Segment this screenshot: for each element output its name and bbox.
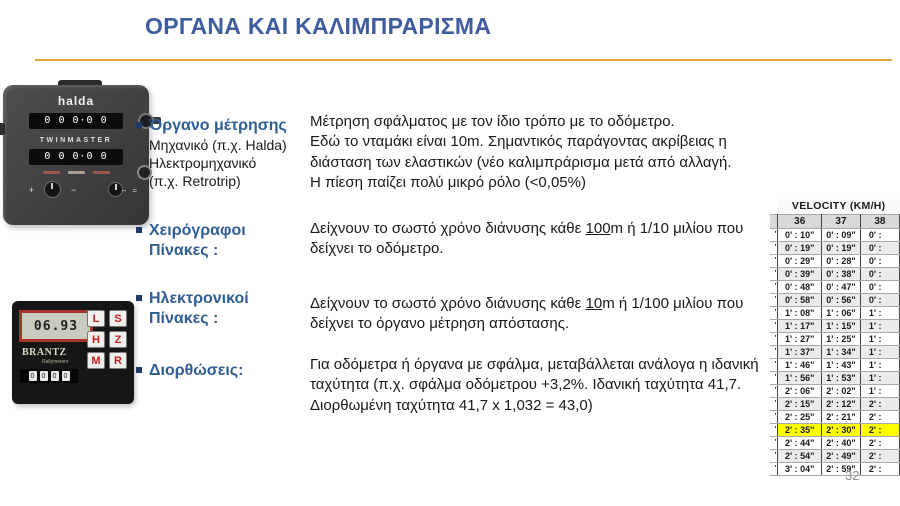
halda-micro-labels xyxy=(3,171,149,174)
velocity-time-cell: 1' : 53" xyxy=(822,372,861,385)
velocity-table-row xyxy=(770,450,900,463)
velocity-tick-cell: ' xyxy=(770,450,778,463)
velocity-tick-cell: ' xyxy=(770,398,778,411)
velocity-table-title: VELOCITY (KM/H) xyxy=(778,199,900,215)
brantz-key-z: Z xyxy=(109,331,127,348)
velocity-time-cell: 1' : xyxy=(860,320,899,333)
velocity-time-cell: 2' : xyxy=(860,437,899,450)
velocity-time-cell: 1' : 25" xyxy=(822,333,861,346)
velocity-time-cell: 1' : xyxy=(860,385,899,398)
bullet-label: Πίνακες : xyxy=(149,310,219,327)
page-number: 32 xyxy=(845,468,860,483)
bullet-label: Όργανο μέτρησης xyxy=(149,117,287,134)
bullet-diorthoseis xyxy=(136,361,243,381)
brantz-key-m: M xyxy=(87,352,105,369)
velocity-time-cell: 1' : xyxy=(860,333,899,346)
halda-device-image xyxy=(3,85,149,225)
velocity-time-cell: 1' : xyxy=(860,346,899,359)
paragraph-measurement-error xyxy=(310,112,732,194)
velocity-time-cell: 2' : xyxy=(860,398,899,411)
velocity-time-cell: 1' : 27" xyxy=(778,333,822,346)
velocity-time-cell: 0' : 58" xyxy=(778,294,822,307)
velocity-time-cell: 2' : 40" xyxy=(822,437,861,450)
bullet-subline: (π.χ. Retrotrip) xyxy=(149,173,241,190)
velocity-time-cell: 1' : xyxy=(860,359,899,372)
velocity-time-cell: 2' : 49" xyxy=(822,450,861,463)
velocity-table-row xyxy=(770,411,900,424)
velocity-time-cell: 2' : 54" xyxy=(778,450,822,463)
bullet-label: Διορθώσεις: xyxy=(149,362,244,379)
velocity-table-row xyxy=(770,437,900,450)
velocity-tick-cell: ' xyxy=(770,437,778,450)
halda-adjust-knob-icon xyxy=(44,181,61,198)
velocity-tick-cell: ' xyxy=(770,307,778,320)
paragraph-line: Διορθωμένη ταχύτητα 41,7 x 1,032 = 43,0) xyxy=(310,396,593,414)
velocity-table-row xyxy=(770,268,900,281)
velocity-table-row xyxy=(770,294,900,307)
velocity-tick-cell: ' xyxy=(770,242,778,255)
bullet-square-icon xyxy=(136,367,142,373)
velocity-time-cell: 2' : 02" xyxy=(822,385,861,398)
velocity-table-row xyxy=(770,307,900,320)
velocity-tick-cell: ' xyxy=(770,294,778,307)
paragraph-line: Εδώ το νταμάκι είναι 10m. Σημαντικός παράγοντας ακρίβειας η xyxy=(310,133,727,151)
velocity-time-cell: 1' : 37" xyxy=(778,346,822,359)
velocity-time-cell: 2' : 35'' xyxy=(778,424,822,437)
velocity-time-cell: 2' : 06" xyxy=(778,385,822,398)
velocity-time-cell: 0' : 19" xyxy=(778,242,822,255)
bullet-label: Ηλεκτρονικοί xyxy=(149,290,249,307)
velocity-tick-cell: ' xyxy=(770,229,778,242)
velocity-tick-cell: ' xyxy=(770,268,778,281)
halda-model-label: TWINMASTER xyxy=(39,137,113,144)
velocity-tick-cell: ' xyxy=(770,281,778,294)
paragraph-line: Μέτρηση σφάλματος με τον ίδιο τρόπο με το οδόμετρο. xyxy=(310,113,675,130)
brantz-device-image xyxy=(12,301,134,404)
brantz-key-r: R xyxy=(109,352,127,369)
velocity-tick-cell: ' xyxy=(770,424,778,437)
velocity-time-cell: 2' : 25" xyxy=(778,411,822,424)
velocity-table-row xyxy=(770,385,900,398)
velocity-time-cell: 1' : 06" xyxy=(822,307,861,320)
velocity-table-header-row xyxy=(770,215,900,229)
page-title: ΟΡΓΑΝΑ ΚΑΙ ΚΑΛΙΜΠΡΑΡΙΣΜΑ xyxy=(145,13,492,39)
bullet-xeirografoi-pinakes xyxy=(136,221,246,261)
velocity-time-cell: 1' : 43" xyxy=(822,359,861,372)
velocity-table-row xyxy=(770,255,900,268)
velocity-time-cell: 0' : xyxy=(860,268,899,281)
velocity-time-cell: 0' : 09" xyxy=(822,229,861,242)
paragraph-line: Δείχνουν το σωστό χρόνο διάνυσης κάθε 100m ή 1/10 μιλίου που xyxy=(310,220,744,237)
brantz-odometer-wheels: 0 0 0 0 xyxy=(20,369,78,383)
halda-counter-bottom: 0 0 0·0 0 xyxy=(29,149,123,165)
velocity-time-cell: 0' : 47" xyxy=(822,281,861,294)
velocity-time-cell: 3' : 04" xyxy=(778,463,822,476)
velocity-time-cell: 0' : 19" xyxy=(822,242,861,255)
velocity-table-row xyxy=(770,359,900,372)
velocity-time-cell: 1' : 08" xyxy=(778,307,822,320)
velocity-time-cell: 0' : 10" xyxy=(778,229,822,242)
bullet-square-icon xyxy=(136,227,142,233)
velocity-time-cell: 0' : 48" xyxy=(778,281,822,294)
velocity-tick-cell: ' xyxy=(770,463,778,476)
velocity-table-rows xyxy=(770,229,900,476)
velocity-table xyxy=(770,199,900,476)
velocity-time-cell: 0' : xyxy=(860,242,899,255)
brantz-key-h: H xyxy=(87,331,105,348)
velocity-table-title-row xyxy=(770,199,900,215)
halda-left-stub-icon xyxy=(0,123,5,135)
velocity-table-row xyxy=(770,281,900,294)
brantz-keypad xyxy=(87,310,127,369)
velocity-time-cell: 1' : 34" xyxy=(822,346,861,359)
brantz-key-l: L xyxy=(87,310,105,327)
bullet-square-icon xyxy=(136,122,142,128)
velocity-time-cell: 0' : 56" xyxy=(822,294,861,307)
paragraph-line: Δείχνουν το σωστό χρόνο διάνυσης κάθε 10m ή 1/100 μιλίου που xyxy=(310,295,744,312)
bullet-subline: Ηλεκτρομηχανικό xyxy=(149,155,257,172)
paragraph-line: δείχνει το όργανο μέτρηση απόστασης. xyxy=(310,315,570,333)
velocity-table-row xyxy=(770,333,900,346)
velocity-time-cell: 0' : 38" xyxy=(822,268,861,281)
velocity-table-row xyxy=(770,424,900,437)
halda-dash-marks: – = xyxy=(121,186,139,195)
velocity-time-cell: 0' : 39" xyxy=(778,268,822,281)
velocity-time-cell: 1' : 46" xyxy=(778,359,822,372)
velocity-time-cell: 1' : 15" xyxy=(822,320,861,333)
paragraph-line: Η πίεση παίζει πολύ μικρό ρόλο (<0,05%) xyxy=(310,174,586,192)
velocity-tick-cell: ' xyxy=(770,333,778,346)
velocity-tick-cell: ' xyxy=(770,359,778,372)
brantz-key-s: S xyxy=(109,310,127,327)
velocity-table-row xyxy=(770,398,900,411)
velocity-col-header: 36 xyxy=(778,215,822,229)
velocity-time-cell: 2' : 44" xyxy=(778,437,822,450)
paragraph-corrections xyxy=(310,355,759,416)
velocity-tick-cell: ' xyxy=(770,255,778,268)
velocity-time-cell: 0' : xyxy=(860,281,899,294)
bullet-subline: Μηχανικό (π.χ. Halda) xyxy=(149,137,287,153)
paragraph-handwritten-tables xyxy=(310,219,743,260)
paragraph-electronic-tables xyxy=(310,294,743,335)
velocity-time-cell: 2' : 30" xyxy=(822,424,861,437)
velocity-time-cell: 2' : xyxy=(860,463,899,476)
halda-minus-label: − xyxy=(71,184,77,195)
velocity-tick-cell: ' xyxy=(770,372,778,385)
bullet-ilektronikoi-pinakes xyxy=(136,289,249,329)
velocity-time-cell: 2' : 12" xyxy=(822,398,861,411)
velocity-col-header: 37 xyxy=(822,215,861,229)
velocity-col-header: 38 xyxy=(860,215,899,229)
velocity-time-cell: 1' : 17" xyxy=(778,320,822,333)
velocity-table-row xyxy=(770,346,900,359)
velocity-table-row xyxy=(770,372,900,385)
velocity-tick-cell: ' xyxy=(770,320,778,333)
velocity-table-row xyxy=(770,463,900,476)
paragraph-line: δείχνει το οδόμετρο. xyxy=(310,240,444,258)
velocity-time-cell: 0' : 28" xyxy=(822,255,861,268)
velocity-time-cell: 1' : 56" xyxy=(778,372,822,385)
velocity-time-cell: 2' : xyxy=(860,450,899,463)
velocity-time-cell: 1' : xyxy=(860,372,899,385)
velocity-tick-cell: ' xyxy=(770,411,778,424)
velocity-table-row xyxy=(770,229,900,242)
bullet-label: Πίνακες : xyxy=(149,242,219,259)
brantz-brand-label: BRANTZ xyxy=(22,347,67,358)
velocity-table-row xyxy=(770,242,900,255)
velocity-time-cell: 0' : 29" xyxy=(778,255,822,268)
velocity-tick-cell: ' xyxy=(770,385,778,398)
velocity-time-cell: 2' : 59" xyxy=(822,463,861,476)
paragraph-line: διάσταση των ελαστικών (νέο καλιμπράρισμα μετά από αλλαγή. xyxy=(310,153,732,171)
velocity-time-cell: 2' : xyxy=(860,411,899,424)
velocity-table-row xyxy=(770,320,900,333)
brantz-subbrand-label: Rallymeters xyxy=(42,359,69,365)
velocity-tick-cell: ' xyxy=(770,346,778,359)
velocity-time-cell: 0' : xyxy=(860,255,899,268)
velocity-time-cell: 2' : xyxy=(860,424,899,437)
velocity-time-cell: 2' : 21" xyxy=(822,411,861,424)
velocity-time-cell: 2' : 15" xyxy=(778,398,822,411)
title-underline xyxy=(35,59,892,61)
velocity-time-cell: 1' : xyxy=(860,307,899,320)
halda-counter-top: 0 0 0·0 0 xyxy=(29,113,123,129)
halda-brand-label: halda xyxy=(57,94,95,108)
bullet-organo-metrisis xyxy=(136,116,287,191)
paragraph-line: ταχύτητα (π.χ. σφάλμα οδόμετρου +3,2%. Ιδανική ταχύτητα 41,7. xyxy=(310,376,742,394)
bullet-label: Χειρόγραφοι xyxy=(149,222,246,239)
velocity-time-cell: 0' : xyxy=(860,229,899,242)
paragraph-line: Για οδόμετρα ή όργανα με σφάλμα, μεταβάλλεται ανάλογα η ιδανική xyxy=(310,356,759,373)
bullet-square-icon xyxy=(136,295,142,301)
velocity-time-cell: 0' : xyxy=(860,294,899,307)
brantz-lcd-display: 06.93 xyxy=(19,310,93,342)
halda-plus-label: + xyxy=(28,184,34,195)
